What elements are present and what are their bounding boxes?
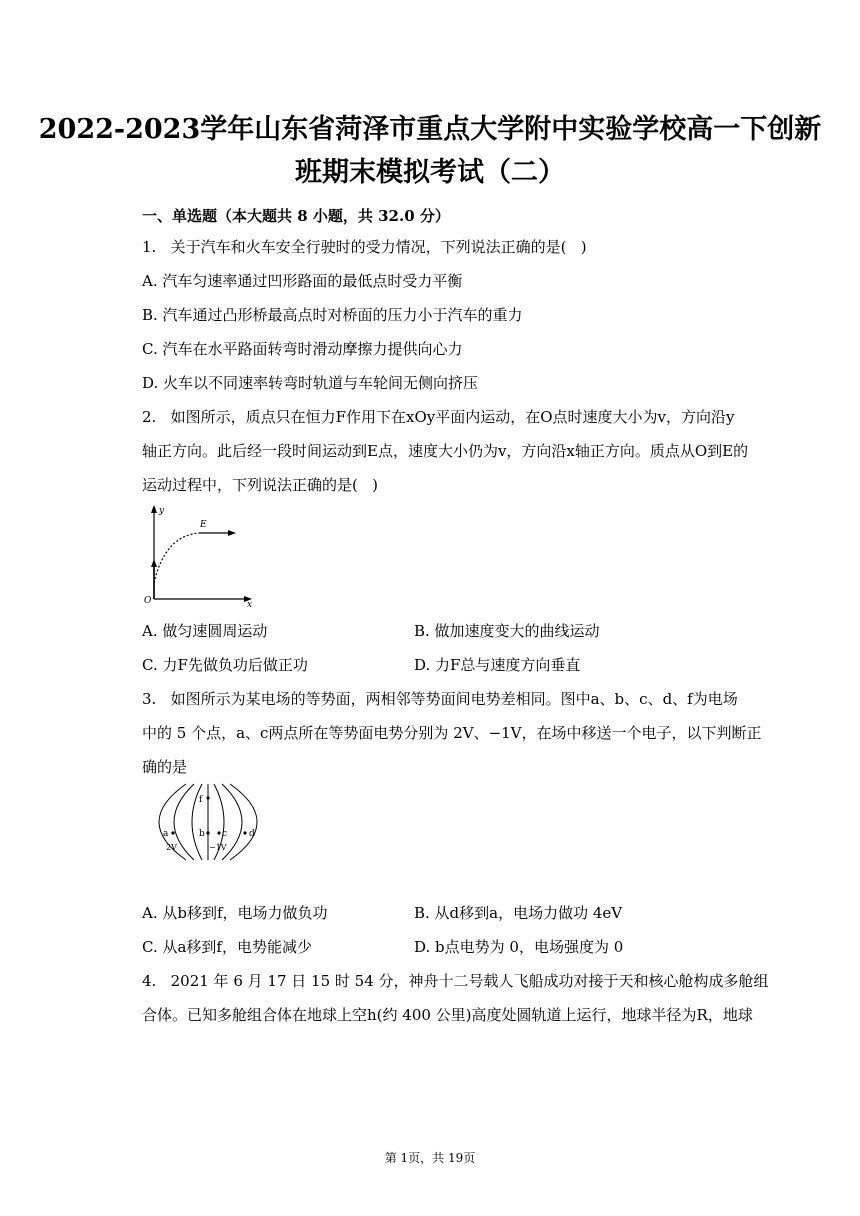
q2-stem-line-3: 运动过程中，下列说法正确的是( ) xyxy=(142,476,379,494)
q1-stem: 1. 关于汽车和火车安全行驶时的受力情况，下列说法正确的是( ) xyxy=(142,238,587,256)
page-title-line-1: 2022-2023学年山东省菏泽市重点大学附中实验学校高一下创新 xyxy=(38,114,822,145)
q1-option-a: A. 汽车匀速率通过凹形路面的最低点时受力平衡 xyxy=(142,272,463,290)
q3-fig-label-a: a xyxy=(163,829,169,839)
q2-option-d: D. 力F总与速度方向垂直 xyxy=(414,656,581,674)
q4-stem-line-2: 合体。已知多舱组合体在地球上空h(约 400 公里)高度处圆轨道上运行，地球半径为R，地球 xyxy=(142,1006,753,1024)
q2-option-a: A. 做匀速圆周运动 xyxy=(142,622,268,640)
section-heading: 一、单选题（本大题共 8 小题，共 32.0 分） xyxy=(142,207,450,225)
q2-option-b: B. 做加速度变大的曲线运动 xyxy=(414,622,600,640)
q2-fig-label-o: O xyxy=(144,596,152,606)
q3-fig-label-d: d xyxy=(249,829,255,839)
q2-fig-label-e: E xyxy=(200,520,207,530)
q4-stem-line-1: 4. 2021 年 6 月 17 日 15 时 54 分，神舟十二号载人飞船成功对接于天和核心舱构成多舱组 xyxy=(142,972,769,990)
q3-fig-label-b: b xyxy=(199,829,205,839)
q1-option-c: C. 汽车在水平路面转弯时滑动摩擦力提供向心力 xyxy=(142,340,463,358)
page-title-line-2: 班期末模拟考试（二） xyxy=(295,157,565,188)
q2-motion-figure xyxy=(140,503,260,608)
q3-fig-label-c: c xyxy=(222,829,228,839)
q1-option-b: B. 汽车通过凸形桥最高点时对桥面的压力小于汽车的重力 xyxy=(142,306,523,324)
q3-option-a: A. 从b移到f，电场力做负功 xyxy=(142,904,328,922)
q2-fig-label-x: x xyxy=(247,600,253,608)
page-footer: 第 1页，共 19页 xyxy=(384,1151,476,1165)
q2-fig-label-y: y xyxy=(159,506,165,516)
q3-stem-line-3: 确的是 xyxy=(142,758,188,776)
q3-fig-label-minus1v: −1V xyxy=(209,843,227,852)
q3-equipotential-figure xyxy=(142,782,272,862)
q3-stem-line-2: 中的 5 个点，a、c两点所在等势面电势分别为 2V、−1V，在场中移送一个电子，以下判断正 xyxy=(142,724,762,742)
q3-fig-label-f: f xyxy=(199,795,203,805)
q2-stem-line-2: 轴正方向。此后经一段时间运动到E点，速度大小仍为v，方向沿x轴正方向。质点从O到E的 xyxy=(142,442,749,460)
q3-option-d: D. b点电势为 0，电场强度为 0 xyxy=(414,938,624,956)
q1-option-d: D. 火车以不同速率转弯时轨道与车轮间无侧向挤压 xyxy=(142,374,479,392)
q2-option-c: C. 力F先做负功后做正功 xyxy=(142,656,308,674)
q3-fig-label-2v: 2V xyxy=(166,843,177,852)
q3-stem-line-1: 3. 如图所示为某电场的等势面，两相邻等势面间电势差相同。图中a、b、c、d、f为电场 xyxy=(142,690,738,708)
q3-option-c: C. 从a移到f，电势能减少 xyxy=(142,938,312,956)
q2-stem-line-1: 2. 如图所示，质点只在恒力F作用下在xOy平面内运动，在O点时速度大小为v，方向沿y xyxy=(142,408,735,426)
q3-option-b: B. 从d移到a，电场力做功 4eV xyxy=(414,904,623,922)
